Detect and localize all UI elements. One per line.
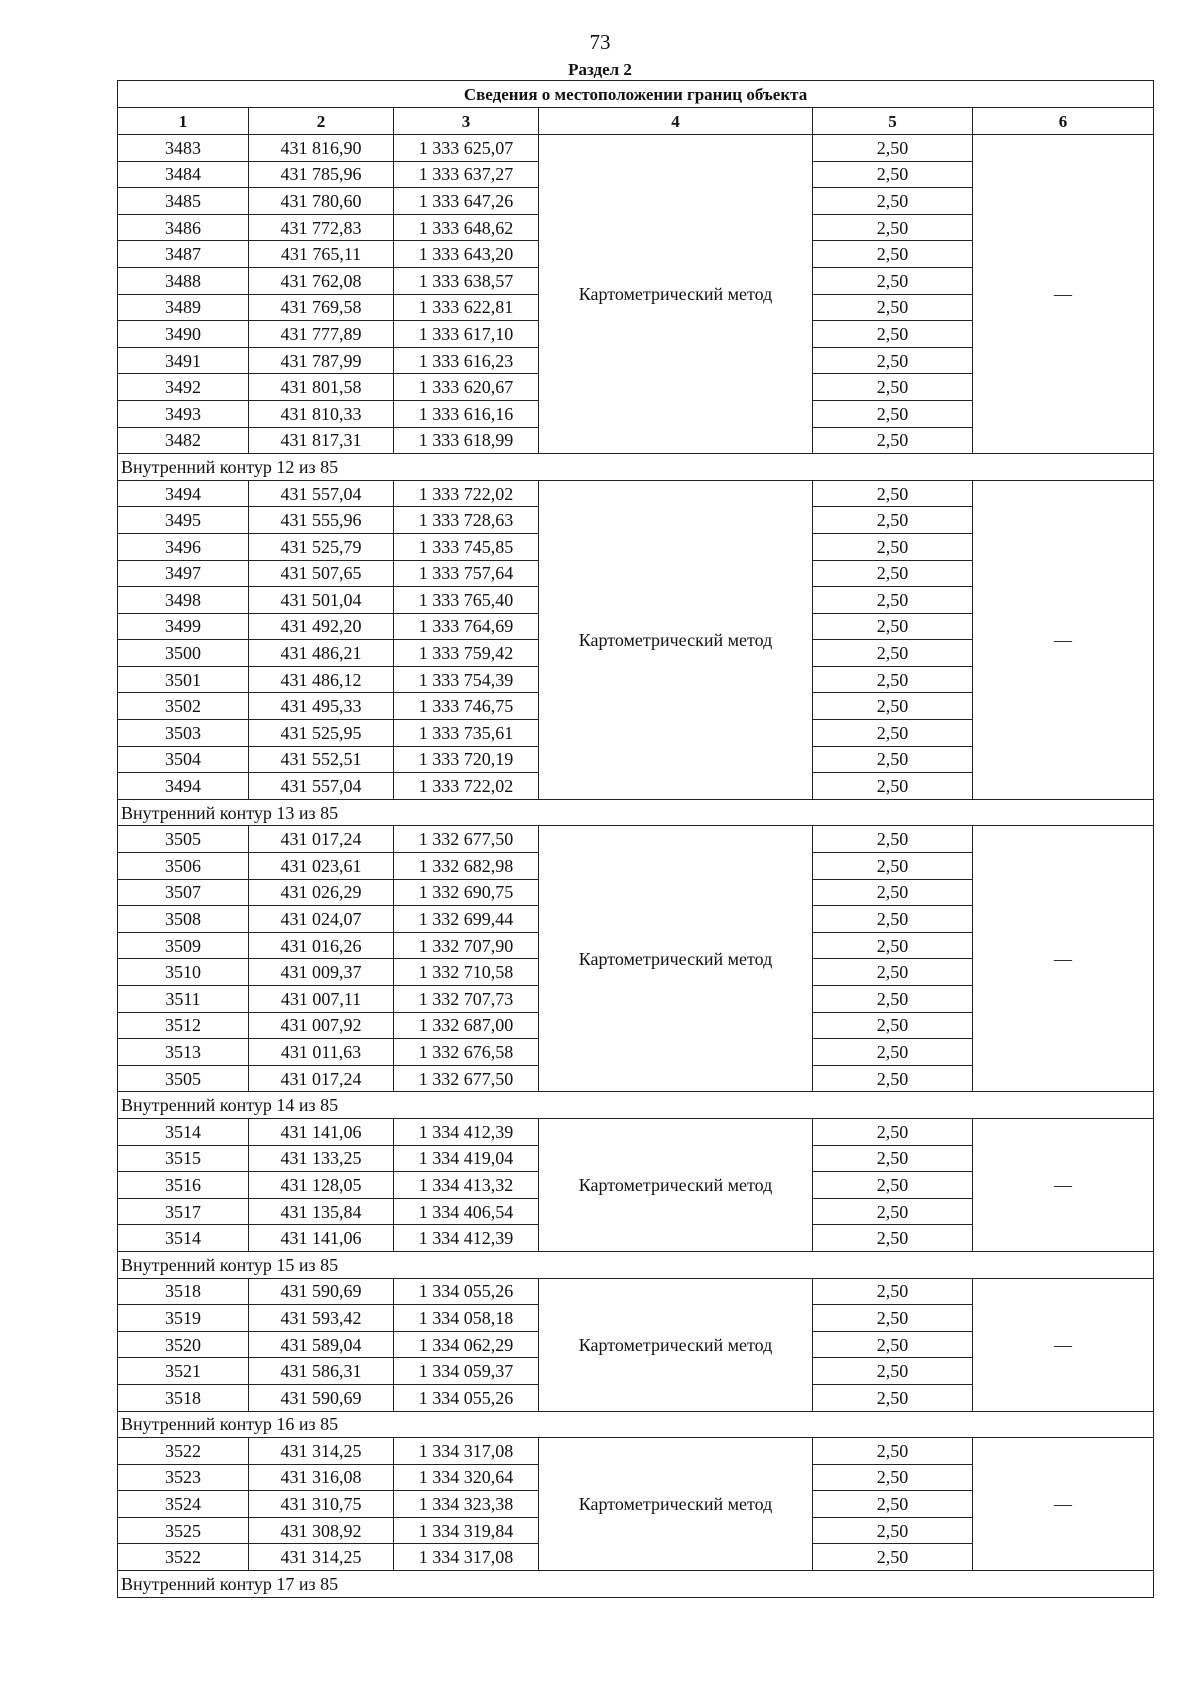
x-coordinate-cell: 431 009,37 (249, 959, 394, 986)
y-coordinate-cell: 1 333 764,69 (394, 613, 539, 640)
x-coordinate-cell: 431 133,25 (249, 1145, 394, 1172)
point-number-cell: 3502 (118, 693, 249, 720)
x-coordinate-cell: 431 310,75 (249, 1491, 394, 1518)
y-coordinate-cell: 1 333 622,81 (394, 294, 539, 321)
x-coordinate-cell: 431 308,92 (249, 1517, 394, 1544)
x-coordinate-cell: 431 787,99 (249, 347, 394, 374)
point-number-cell: 3505 (118, 826, 249, 853)
point-number-cell: 3505 (118, 1065, 249, 1092)
dash-cell: — (973, 480, 1154, 799)
accuracy-cell: 2,50 (813, 1384, 973, 1411)
contour-row (118, 1251, 1154, 1278)
accuracy-cell: 2,50 (813, 347, 973, 374)
method-cell: Картометрический метод (539, 1278, 813, 1411)
y-coordinate-cell: 1 332 677,50 (394, 1065, 539, 1092)
point-number-cell: 3494 (118, 480, 249, 507)
accuracy-cell: 2,50 (813, 1198, 973, 1225)
point-number-cell: 3525 (118, 1517, 249, 1544)
point-number-cell: 3507 (118, 879, 249, 906)
accuracy-cell: 2,50 (813, 906, 973, 933)
point-number-cell: 3498 (118, 587, 249, 614)
table-body (118, 135, 1154, 1598)
point-number-cell: 3499 (118, 613, 249, 640)
dash-cell: — (973, 1278, 1154, 1411)
x-coordinate-cell: 431 135,84 (249, 1198, 394, 1225)
point-number-cell: 3515 (118, 1145, 249, 1172)
column-header-1: 1 (118, 108, 249, 135)
accuracy-cell: 2,50 (813, 640, 973, 667)
x-coordinate-cell: 431 810,33 (249, 400, 394, 427)
y-coordinate-cell: 1 333 618,99 (394, 427, 539, 454)
accuracy-cell: 2,50 (813, 427, 973, 454)
accuracy-cell: 2,50 (813, 1039, 973, 1066)
accuracy-cell: 2,50 (813, 1331, 973, 1358)
point-number-cell: 3508 (118, 906, 249, 933)
y-coordinate-cell: 1 333 745,85 (394, 533, 539, 560)
accuracy-cell: 2,50 (813, 1065, 973, 1092)
x-coordinate-cell: 431 785,96 (249, 161, 394, 188)
y-coordinate-cell: 1 333 648,62 (394, 214, 539, 241)
x-coordinate-cell: 431 586,31 (249, 1358, 394, 1385)
y-coordinate-cell: 1 334 317,08 (394, 1544, 539, 1571)
x-coordinate-cell: 431 817,31 (249, 427, 394, 454)
column-header-2: 2 (249, 108, 394, 135)
accuracy-cell: 2,50 (813, 374, 973, 401)
y-coordinate-cell: 1 332 682,98 (394, 853, 539, 880)
accuracy-cell: 2,50 (813, 853, 973, 880)
y-coordinate-cell: 1 333 765,40 (394, 587, 539, 614)
accuracy-cell: 2,50 (813, 1012, 973, 1039)
y-coordinate-cell: 1 332 707,90 (394, 932, 539, 959)
column-header-3: 3 (394, 108, 539, 135)
x-coordinate-cell: 431 128,05 (249, 1172, 394, 1199)
x-coordinate-cell: 431 816,90 (249, 135, 394, 162)
column-header-4: 4 (539, 108, 813, 135)
accuracy-cell: 2,50 (813, 959, 973, 986)
y-coordinate-cell: 1 333 759,42 (394, 640, 539, 667)
accuracy-cell: 2,50 (813, 1464, 973, 1491)
accuracy-cell: 2,50 (813, 533, 973, 560)
point-number-cell: 3524 (118, 1491, 249, 1518)
accuracy-cell: 2,50 (813, 1145, 973, 1172)
contour-label: Внутренний контур 17 из 85 (118, 1571, 1154, 1598)
table-title: Сведения о местоположении границ объекта (118, 81, 1154, 108)
y-coordinate-cell: 1 334 317,08 (394, 1438, 539, 1465)
point-number-cell: 3512 (118, 1012, 249, 1039)
point-number-cell: 3506 (118, 853, 249, 880)
x-coordinate-cell: 431 525,79 (249, 533, 394, 560)
x-coordinate-cell: 431 590,69 (249, 1278, 394, 1305)
contour-row (118, 1411, 1154, 1438)
point-number-cell: 3514 (118, 1118, 249, 1145)
y-coordinate-cell: 1 332 690,75 (394, 879, 539, 906)
x-coordinate-cell: 431 486,12 (249, 666, 394, 693)
column-header-5: 5 (813, 108, 973, 135)
accuracy-cell: 2,50 (813, 826, 973, 853)
x-coordinate-cell: 431 589,04 (249, 1331, 394, 1358)
point-number-cell: 3517 (118, 1198, 249, 1225)
y-coordinate-cell: 1 332 687,00 (394, 1012, 539, 1039)
point-number-cell: 3522 (118, 1438, 249, 1465)
accuracy-cell: 2,50 (813, 773, 973, 800)
point-number-cell: 3484 (118, 161, 249, 188)
accuracy-cell: 2,50 (813, 480, 973, 507)
y-coordinate-cell: 1 332 707,73 (394, 986, 539, 1013)
x-coordinate-cell: 431 557,04 (249, 773, 394, 800)
accuracy-cell: 2,50 (813, 1225, 973, 1252)
point-number-cell: 3494 (118, 773, 249, 800)
x-coordinate-cell: 431 024,07 (249, 906, 394, 933)
point-number-cell: 3490 (118, 321, 249, 348)
point-number-cell: 3503 (118, 720, 249, 747)
column-header-row (118, 108, 1154, 135)
dash-cell: — (973, 135, 1154, 454)
point-number-cell: 3496 (118, 533, 249, 560)
x-coordinate-cell: 431 141,06 (249, 1225, 394, 1252)
y-coordinate-cell: 1 333 625,07 (394, 135, 539, 162)
dash-cell: — (973, 1118, 1154, 1251)
accuracy-cell: 2,50 (813, 746, 973, 773)
point-number-cell: 3489 (118, 294, 249, 321)
accuracy-cell: 2,50 (813, 613, 973, 640)
y-coordinate-cell: 1 334 406,54 (394, 1198, 539, 1225)
method-cell: Картометрический метод (539, 826, 813, 1092)
accuracy-cell: 2,50 (813, 214, 973, 241)
point-number-cell: 3495 (118, 507, 249, 534)
x-coordinate-cell: 431 017,24 (249, 826, 394, 853)
contour-label: Внутренний контур 12 из 85 (118, 454, 1154, 481)
point-number-cell: 3486 (118, 214, 249, 241)
y-coordinate-cell: 1 332 710,58 (394, 959, 539, 986)
point-number-cell: 3497 (118, 560, 249, 587)
x-coordinate-cell: 431 777,89 (249, 321, 394, 348)
x-coordinate-cell: 431 780,60 (249, 188, 394, 215)
point-number-cell: 3510 (118, 959, 249, 986)
y-coordinate-cell: 1 333 735,61 (394, 720, 539, 747)
point-number-cell: 3514 (118, 1225, 249, 1252)
y-coordinate-cell: 1 333 617,10 (394, 321, 539, 348)
x-coordinate-cell: 431 557,04 (249, 480, 394, 507)
point-number-cell: 3522 (118, 1544, 249, 1571)
point-number-cell: 3511 (118, 986, 249, 1013)
dash-cell: — (973, 1438, 1154, 1571)
accuracy-cell: 2,50 (813, 1517, 973, 1544)
accuracy-cell: 2,50 (813, 161, 973, 188)
method-cell: Картометрический метод (539, 135, 813, 454)
point-number-cell: 3493 (118, 400, 249, 427)
y-coordinate-cell: 1 333 720,19 (394, 746, 539, 773)
point-number-cell: 3483 (118, 135, 249, 162)
x-coordinate-cell: 431 017,24 (249, 1065, 394, 1092)
accuracy-cell: 2,50 (813, 879, 973, 906)
x-coordinate-cell: 431 026,29 (249, 879, 394, 906)
point-number-cell: 3513 (118, 1039, 249, 1066)
point-number-cell: 3509 (118, 932, 249, 959)
x-coordinate-cell: 431 507,65 (249, 560, 394, 587)
page-number: 73 (589, 30, 611, 54)
x-coordinate-cell: 431 765,11 (249, 241, 394, 268)
method-cell: Картометрический метод (539, 480, 813, 799)
y-coordinate-cell: 1 334 323,38 (394, 1491, 539, 1518)
x-coordinate-cell: 431 769,58 (249, 294, 394, 321)
accuracy-cell: 2,50 (813, 1172, 973, 1199)
y-coordinate-cell: 1 333 746,75 (394, 693, 539, 720)
method-cell: Картометрический метод (539, 1438, 813, 1571)
accuracy-cell: 2,50 (813, 507, 973, 534)
point-number-cell: 3500 (118, 640, 249, 667)
y-coordinate-cell: 1 333 638,57 (394, 267, 539, 294)
point-number-cell: 3518 (118, 1278, 249, 1305)
x-coordinate-cell: 431 486,21 (249, 640, 394, 667)
y-coordinate-cell: 1 334 419,04 (394, 1145, 539, 1172)
point-number-cell: 3491 (118, 347, 249, 374)
x-coordinate-cell: 431 316,08 (249, 1464, 394, 1491)
table-title-row (118, 81, 1154, 108)
column-header-6: 6 (973, 108, 1154, 135)
contour-label: Внутренний контур 14 из 85 (118, 1092, 1154, 1119)
accuracy-cell: 2,50 (813, 241, 973, 268)
point-number-cell: 3520 (118, 1331, 249, 1358)
point-number-cell: 3485 (118, 188, 249, 215)
x-coordinate-cell: 431 762,08 (249, 267, 394, 294)
x-coordinate-cell: 431 552,51 (249, 746, 394, 773)
accuracy-cell: 2,50 (813, 1544, 973, 1571)
x-coordinate-cell: 431 007,11 (249, 986, 394, 1013)
y-coordinate-cell: 1 334 062,29 (394, 1331, 539, 1358)
point-number-cell: 3518 (118, 1384, 249, 1411)
accuracy-cell: 2,50 (813, 1278, 973, 1305)
point-number-cell: 3488 (118, 267, 249, 294)
section-title: Раздел 2 (568, 60, 632, 79)
accuracy-cell: 2,50 (813, 560, 973, 587)
contour-label: Внутренний контур 15 из 85 (118, 1251, 1154, 1278)
contour-row (118, 1092, 1154, 1119)
accuracy-cell: 2,50 (813, 135, 973, 162)
accuracy-cell: 2,50 (813, 400, 973, 427)
table-row (118, 480, 1154, 507)
x-coordinate-cell: 431 801,58 (249, 374, 394, 401)
x-coordinate-cell: 431 495,33 (249, 693, 394, 720)
table-row (118, 826, 1154, 853)
y-coordinate-cell: 1 333 647,26 (394, 188, 539, 215)
contour-label: Внутренний контур 16 из 85 (118, 1411, 1154, 1438)
y-coordinate-cell: 1 332 676,58 (394, 1039, 539, 1066)
point-number-cell: 3504 (118, 746, 249, 773)
accuracy-cell: 2,50 (813, 1438, 973, 1465)
accuracy-cell: 2,50 (813, 720, 973, 747)
point-number-cell: 3516 (118, 1172, 249, 1199)
table-row (118, 1118, 1154, 1145)
x-coordinate-cell: 431 555,96 (249, 507, 394, 534)
y-coordinate-cell: 1 332 677,50 (394, 826, 539, 853)
accuracy-cell: 2,50 (813, 666, 973, 693)
x-coordinate-cell: 431 772,83 (249, 214, 394, 241)
x-coordinate-cell: 431 501,04 (249, 587, 394, 614)
y-coordinate-cell: 1 333 637,27 (394, 161, 539, 188)
x-coordinate-cell: 431 011,63 (249, 1039, 394, 1066)
point-number-cell: 3482 (118, 427, 249, 454)
x-coordinate-cell: 431 007,92 (249, 1012, 394, 1039)
contour-row (118, 799, 1154, 826)
y-coordinate-cell: 1 333 620,67 (394, 374, 539, 401)
accuracy-cell: 2,50 (813, 188, 973, 215)
y-coordinate-cell: 1 333 722,02 (394, 480, 539, 507)
y-coordinate-cell: 1 334 058,18 (394, 1305, 539, 1332)
accuracy-cell: 2,50 (813, 294, 973, 321)
y-coordinate-cell: 1 334 055,26 (394, 1384, 539, 1411)
accuracy-cell: 2,50 (813, 693, 973, 720)
accuracy-cell: 2,50 (813, 321, 973, 348)
y-coordinate-cell: 1 334 059,37 (394, 1358, 539, 1385)
accuracy-cell: 2,50 (813, 1491, 973, 1518)
x-coordinate-cell: 431 314,25 (249, 1544, 394, 1571)
accuracy-cell: 2,50 (813, 932, 973, 959)
x-coordinate-cell: 431 590,69 (249, 1384, 394, 1411)
contour-label: Внутренний контур 13 из 85 (118, 799, 1154, 826)
point-number-cell: 3519 (118, 1305, 249, 1332)
accuracy-cell: 2,50 (813, 267, 973, 294)
y-coordinate-cell: 1 333 722,02 (394, 773, 539, 800)
y-coordinate-cell: 1 332 699,44 (394, 906, 539, 933)
point-number-cell: 3487 (118, 241, 249, 268)
y-coordinate-cell: 1 334 413,32 (394, 1172, 539, 1199)
y-coordinate-cell: 1 333 616,23 (394, 347, 539, 374)
table-row (118, 1438, 1154, 1465)
point-number-cell: 3501 (118, 666, 249, 693)
x-coordinate-cell: 431 593,42 (249, 1305, 394, 1332)
x-coordinate-cell: 431 314,25 (249, 1438, 394, 1465)
accuracy-cell: 2,50 (813, 1305, 973, 1332)
y-coordinate-cell: 1 333 757,64 (394, 560, 539, 587)
accuracy-cell: 2,50 (813, 1118, 973, 1145)
boundary-table (117, 80, 1154, 1598)
table-row (118, 135, 1154, 162)
x-coordinate-cell: 431 492,20 (249, 613, 394, 640)
accuracy-cell: 2,50 (813, 1358, 973, 1385)
accuracy-cell: 2,50 (813, 986, 973, 1013)
x-coordinate-cell: 431 023,61 (249, 853, 394, 880)
x-coordinate-cell: 431 016,26 (249, 932, 394, 959)
y-coordinate-cell: 1 334 320,64 (394, 1464, 539, 1491)
y-coordinate-cell: 1 334 412,39 (394, 1118, 539, 1145)
point-number-cell: 3492 (118, 374, 249, 401)
x-coordinate-cell: 431 525,95 (249, 720, 394, 747)
method-cell: Картометрический метод (539, 1118, 813, 1251)
y-coordinate-cell: 1 333 643,20 (394, 241, 539, 268)
x-coordinate-cell: 431 141,06 (249, 1118, 394, 1145)
accuracy-cell: 2,50 (813, 587, 973, 614)
y-coordinate-cell: 1 334 055,26 (394, 1278, 539, 1305)
point-number-cell: 3521 (118, 1358, 249, 1385)
y-coordinate-cell: 1 334 412,39 (394, 1225, 539, 1252)
contour-row (118, 1571, 1154, 1598)
y-coordinate-cell: 1 333 754,39 (394, 666, 539, 693)
dash-cell: — (973, 826, 1154, 1092)
y-coordinate-cell: 1 333 616,16 (394, 400, 539, 427)
contour-row (118, 454, 1154, 481)
y-coordinate-cell: 1 334 319,84 (394, 1517, 539, 1544)
table-row (118, 1278, 1154, 1305)
y-coordinate-cell: 1 333 728,63 (394, 507, 539, 534)
point-number-cell: 3523 (118, 1464, 249, 1491)
